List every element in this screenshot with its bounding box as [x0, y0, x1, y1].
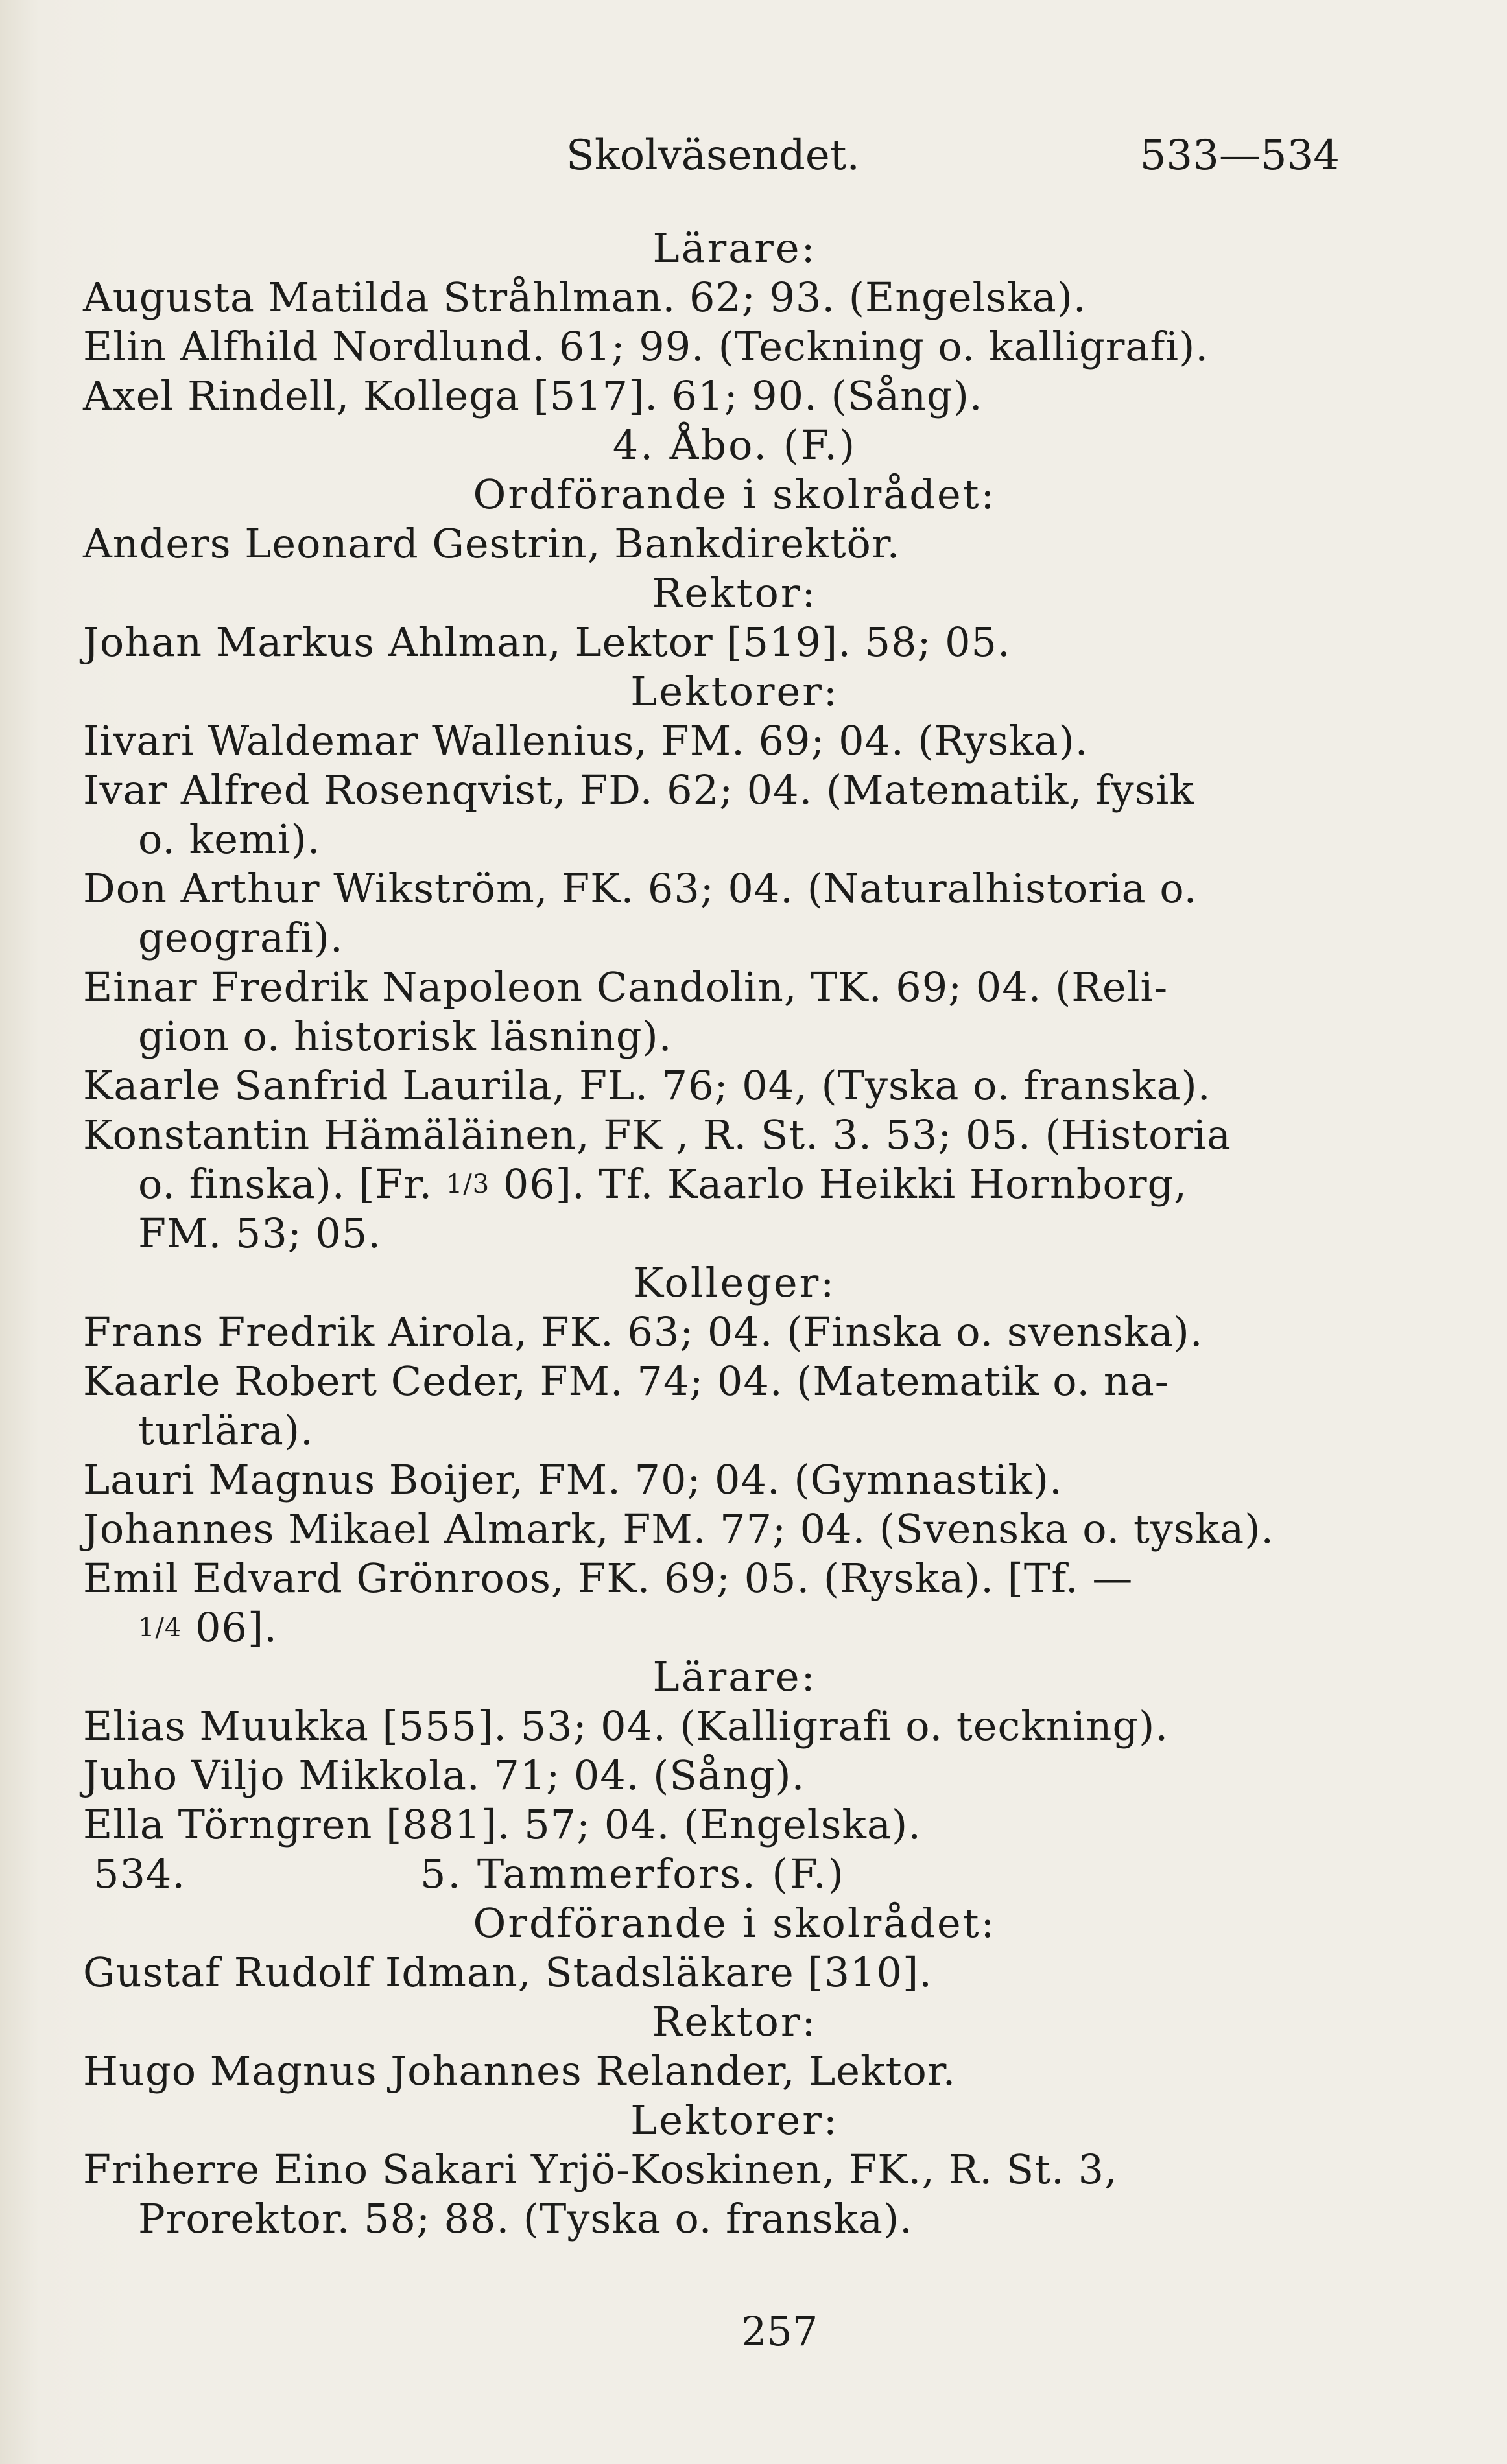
entry-continuation: Prorektor. 58; 88. (Tyska o. franska). — [138, 2195, 913, 2242]
column-numbers: 533—534 — [1139, 132, 1340, 180]
entry-line: Elin Alfhild Nordlund. 61; 99. (Teckning o. kalligrafi). — [83, 323, 1209, 370]
entry-line: Gustaf Rudolf Idman, Stadsläkare [310]. — [83, 1949, 932, 1996]
entry-line: Johannes Mikael Almark, FM. 77; 04. (Svenska o. tyska). — [83, 1505, 1275, 1553]
heading-lektorer: Lektorer: — [630, 2096, 839, 2144]
text-segment: 06]. — [195, 1604, 278, 1651]
place-heading-abo: 4. Åbo. (F.) — [612, 421, 857, 469]
running-head — [0, 123, 1507, 188]
directory-listing — [83, 224, 1347, 2244]
place-heading-tammerfors: 5. Tammerfors. (F.) — [420, 1850, 846, 1897]
section-title: Skolväsendet. — [566, 132, 860, 180]
entry-line: Augusta Matilda Stråhlman. 62; 93. (Engelska). — [83, 274, 1087, 321]
heading-rektor: Rektor: — [652, 569, 818, 616]
entry-line: Iivari Waldemar Wallenius, FM. 69; 04. (Ryska). — [83, 717, 1089, 764]
heading-kolleger: Kolleger: — [633, 1259, 837, 1306]
entry-line: Frans Fredrik Airola, FK. 63; 04. (Finska o. svenska). — [83, 1308, 1204, 1355]
entry-line: Friherre Eino Sakari Yrjö-Koskinen, FK., R. St. 3, — [83, 2146, 1118, 2193]
heading-larare: Lärare: — [652, 1653, 817, 1700]
entry-line: Don Arthur Wikström, FK. 63; 04. (Naturalhistoria o. — [83, 865, 1198, 912]
entry-continuation: geografi). — [138, 914, 344, 961]
heading-lektorer: Lektorer: — [630, 668, 839, 715]
entry-line: Emil Edvard Grönroos, FK. 69; 05. (Ryska). [Tf. — — [83, 1555, 1133, 1602]
entry-line: Kaarle Robert Ceder, FM. 74; 04. (Matematik o. na- — [83, 1357, 1169, 1405]
text-segment: o. finska). [Fr. — [138, 1160, 433, 1208]
column-break-line — [83, 1849, 1347, 1899]
entry-line: Kaarle Sanfrid Laurila, FL. 76; 04, (Tyska o. franska). — [83, 1062, 1211, 1109]
entry-line: Juho Viljo Mikkola. 71; 04. (Sång). — [83, 1752, 805, 1799]
entry-line: Ella Törngren [881]. 57; 04. (Engelska). — [83, 1801, 921, 1848]
column-number-marker: 534. — [93, 1850, 186, 1897]
entry-line: Ivar Alfred Rosenqvist, FD. 62; 04. (Matematik, fysik — [83, 766, 1194, 814]
text-segment: 06]. Tf. Kaarlo Heikki Hornborg, — [503, 1160, 1187, 1208]
entry-continuation — [83, 1603, 1347, 1652]
entry-line: Anders Leonard Gestrin, Bankdirektör. — [83, 520, 901, 567]
heading-larare: Lärare: — [652, 224, 817, 272]
entry-continuation: gion o. historisk läsning). — [138, 1013, 672, 1060]
heading-ordforande: Ordförande i skolrådet: — [473, 471, 997, 518]
entry-continuation: FM. 53; 05. — [138, 1210, 382, 1257]
entry-line: Einar Fredrik Napoleon Candolin, TK. 69; 04. (Reli- — [83, 963, 1169, 1011]
entry-line: Konstantin Hämäläinen, FK , R. St. 3. 53; 05. (Historia — [83, 1111, 1231, 1158]
page-number: 257 — [741, 2308, 818, 2355]
entry-line: Axel Rindell, Kollega [517]. 61; 90. (Sång). — [83, 372, 983, 419]
entry-line: Elias Muukka [555]. 53; 04. (Kalligrafi o. teckning). — [83, 1702, 1169, 1750]
entry-continuation: o. kemi). — [138, 815, 321, 863]
fraction-one-quarter: 1/4 — [138, 1613, 182, 1643]
entry-line: Johan Markus Ahlman, Lektor [519]. 58; 05. — [83, 618, 1011, 666]
heading-ordforande: Ordförande i skolrådet: — [473, 1899, 997, 1947]
entry-continuation: turlära). — [138, 1407, 314, 1454]
entry-line: Hugo Magnus Johannes Relander, Lektor. — [83, 2047, 956, 2094]
entry-line: Lauri Magnus Boijer, FM. 70; 04. (Gymnastik). — [83, 1456, 1063, 1503]
fraction-one-third: 1/3 — [445, 1169, 490, 1199]
entry-continuation — [83, 1160, 1347, 1209]
heading-rektor: Rektor: — [652, 1998, 818, 2045]
